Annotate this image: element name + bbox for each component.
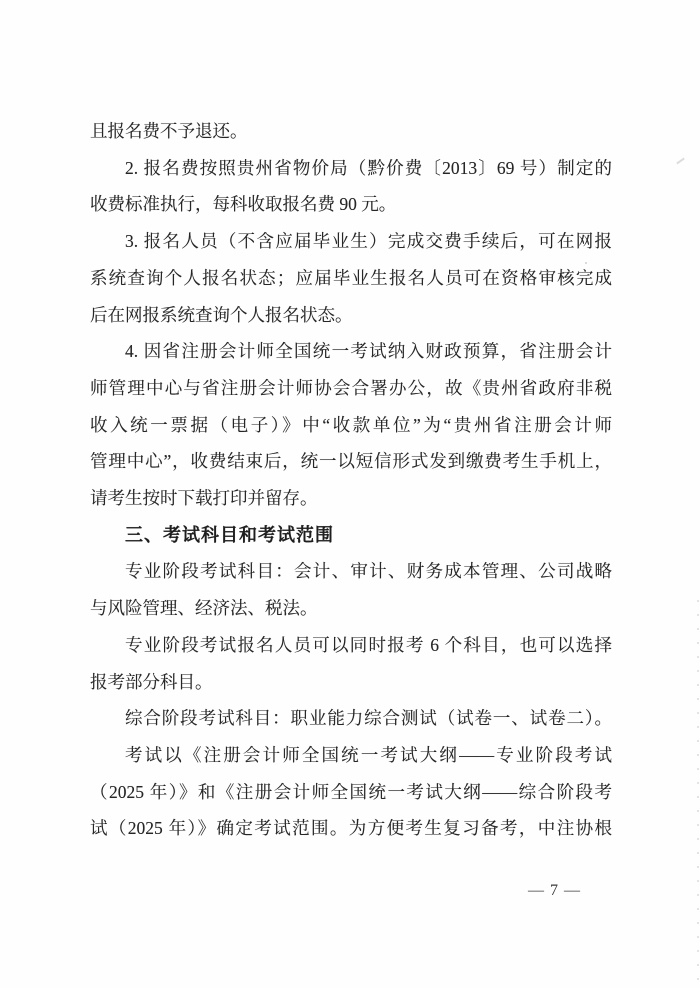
doc-line: 后在网报系统查询个人报名状态。 (90, 304, 353, 325)
doc-line: 管理中心”，收费结束后，统一以短信形式发到缴费考生手机上， (90, 451, 612, 472)
scan-artifact (585, 262, 587, 264)
scan-edge-artifact (697, 600, 699, 988)
doc-line: 收入统一票据（电子）》中“收款单位”为“贵州省注册会计师 (90, 414, 612, 435)
document-body (90, 113, 612, 847)
doc-line: 请考生按时下载打印并留存。 (90, 488, 318, 509)
doc-line: 试（2025 年）》确定考试范围。为方便考生复习备考，中注协根 (90, 818, 612, 839)
section-heading: 三、考试科目和考试范围 (125, 524, 334, 545)
doc-line: 专业阶段考试科目：会计、审计、财务成本管理、公司战略 (125, 561, 612, 582)
doc-line: 3. 报名人员（不含应届毕业生）完成交费手续后，可在网报 (125, 231, 612, 252)
doc-line: 且报名费不予退还。 (90, 121, 248, 141)
doc-line: 2. 报名费按照贵州省物价局（黔价费〔2013〕69 号）制定的 (125, 157, 612, 178)
doc-line: 4. 因省注册会计师全国统一考试纳入财政预算，省注册会计 (125, 341, 612, 362)
doc-line: 专业阶段考试报名人员可以同时报考 6 个科目，也可以选择 (125, 634, 612, 655)
doc-line: 报考部分科目。 (90, 671, 213, 692)
doc-line: 与风险管理、经济法、税法。 (90, 598, 318, 619)
scan-artifact (676, 158, 685, 165)
doc-line: 系统查询个人报名状态；应届毕业生报名人员可在资格审核完成 (90, 267, 612, 288)
doc-line: 考试以《注册会计师全国统一考试大纲——专业阶段考试 (125, 744, 612, 765)
doc-line: 收费标准执行，每科收取报名费 90 元。 (90, 194, 397, 215)
doc-line: 综合阶段考试科目：职业能力综合测试（试卷一、试卷二）。 (125, 708, 612, 729)
page-number: — 7 — (528, 882, 581, 899)
doc-line: （2025 年）》和《注册会计师全国统一考试大纲——综合阶段考 (90, 781, 612, 802)
doc-line: 师管理中心与省注册会计师协会合署办公，故《贵州省政府非税 (90, 377, 612, 398)
